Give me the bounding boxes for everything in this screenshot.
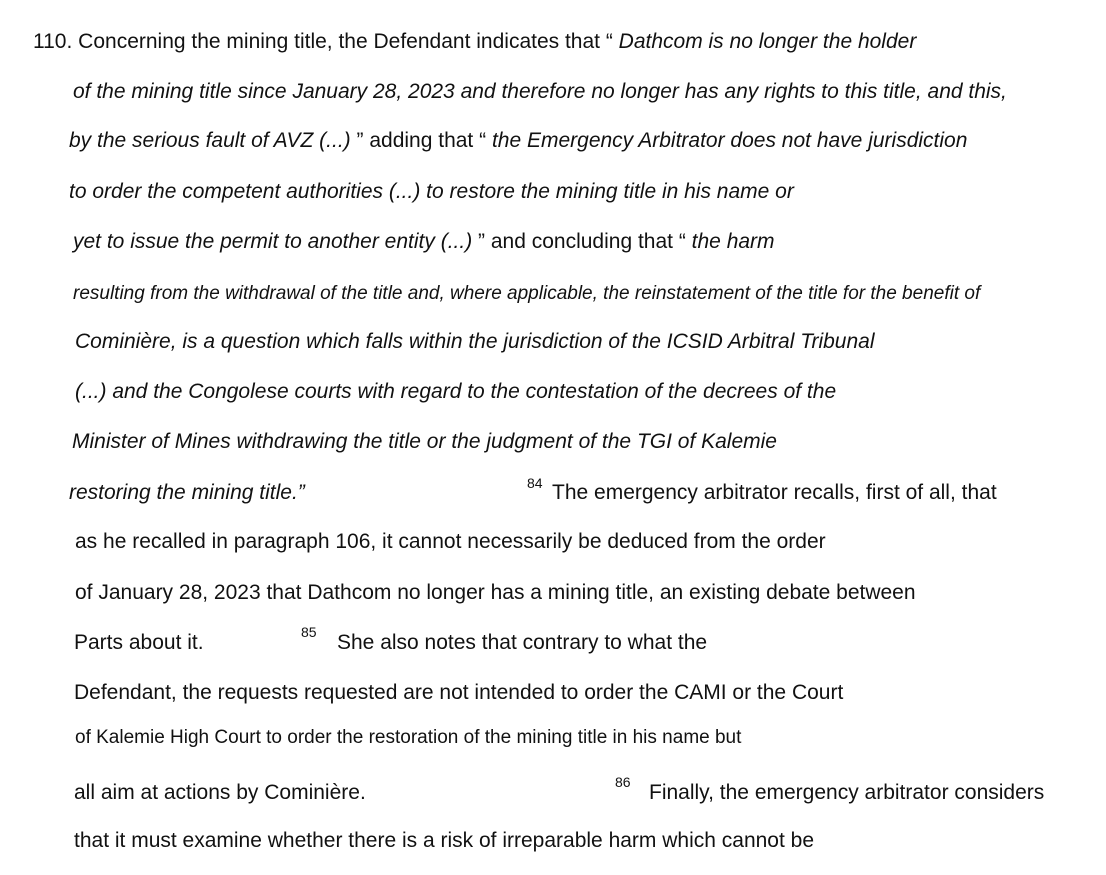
paragraph-line bbox=[73, 79, 1007, 105]
text-run-italic: to order the competent authorities (...) to restore the mining title in his name or bbox=[69, 180, 794, 203]
text-run-italic: Dathcom is no longer the holder bbox=[618, 30, 917, 53]
paragraph-line bbox=[75, 725, 741, 751]
paragraph-line bbox=[337, 630, 707, 656]
text-run: that it must examine whether there is a risk of irreparable harm which cannot be bbox=[74, 829, 815, 852]
paragraph-line bbox=[552, 480, 997, 506]
text-run: ” adding that “ bbox=[356, 129, 492, 152]
text-run: of Kalemie High Court to order the restoration of the mining title in his name but bbox=[75, 727, 742, 748]
paragraph-line bbox=[649, 780, 1044, 806]
paragraph-line bbox=[75, 379, 836, 405]
text-run-italic: of the mining title since January 28, 2023 and therefore no longer has any rights to this title, and this, bbox=[73, 80, 1007, 103]
text-run-italic: the harm bbox=[691, 230, 775, 253]
paragraph-line bbox=[33, 29, 916, 55]
text-run: Finally, the emergency arbitrator considers bbox=[649, 781, 1045, 804]
paragraph-line bbox=[74, 780, 366, 806]
paragraph-line bbox=[74, 630, 204, 656]
text-run: Concerning the mining title, the Defendant indicates that “ bbox=[78, 30, 619, 53]
text-run: of January 28, 2023 that Dathcom no longer has a mining title, an existing debate between bbox=[75, 581, 916, 604]
footnote-marker[interactable]: 86 bbox=[615, 774, 631, 790]
paragraph-line bbox=[72, 429, 777, 455]
text-run-italic: (...) and the Congolese courts with regard to the contestation of the decrees of the bbox=[75, 380, 837, 403]
text-run: as he recalled in paragraph 106, it cannot necessarily be deduced from the order bbox=[75, 530, 826, 553]
text-run-italic: resulting from the withdrawal of the title and, where applicable, the reinstatement of the title for the benefit of bbox=[73, 283, 981, 304]
paragraph-number: 110. bbox=[33, 30, 73, 53]
text-run: Parts about it. bbox=[74, 631, 204, 654]
paragraph-line bbox=[75, 580, 916, 606]
paragraph-line bbox=[74, 828, 814, 854]
paragraph-line bbox=[74, 680, 843, 706]
paragraph-line bbox=[69, 480, 305, 506]
text-run: She also notes that contrary to what the bbox=[337, 631, 708, 654]
text-run-italic: restoring the mining title.” bbox=[69, 481, 305, 504]
footnote-marker[interactable]: 85 bbox=[301, 624, 317, 640]
text-run: The emergency arbitrator recalls, first of all, that bbox=[552, 481, 997, 504]
text-run-italic: by the serious fault of AVZ (...) bbox=[69, 129, 357, 152]
footnote-marker[interactable]: 84 bbox=[527, 475, 543, 491]
text-run-italic: Minister of Mines withdrawing the title or the judgment of the TGI of Kalemie bbox=[72, 430, 777, 453]
paragraph-line bbox=[69, 128, 967, 154]
text-run-italic: yet to issue the permit to another entity (...) bbox=[73, 230, 479, 253]
text-run: ” and concluding that “ bbox=[478, 230, 692, 253]
paragraph-line bbox=[75, 329, 875, 355]
text-run-italic: the Emergency Arbitrator does not have jurisdiction bbox=[491, 129, 968, 152]
paragraph-line bbox=[75, 529, 826, 555]
paragraph-line bbox=[73, 229, 775, 255]
text-run-italic: Cominière, is a question which falls within the jurisdiction of the ICSID Arbitral Tribunal bbox=[75, 330, 875, 353]
paragraph-line bbox=[73, 281, 980, 307]
text-run: Defendant, the requests requested are not intended to order the CAMI or the Court bbox=[74, 681, 844, 704]
text-run: all aim at actions by Cominière. bbox=[74, 781, 366, 804]
paragraph-line bbox=[69, 179, 794, 205]
